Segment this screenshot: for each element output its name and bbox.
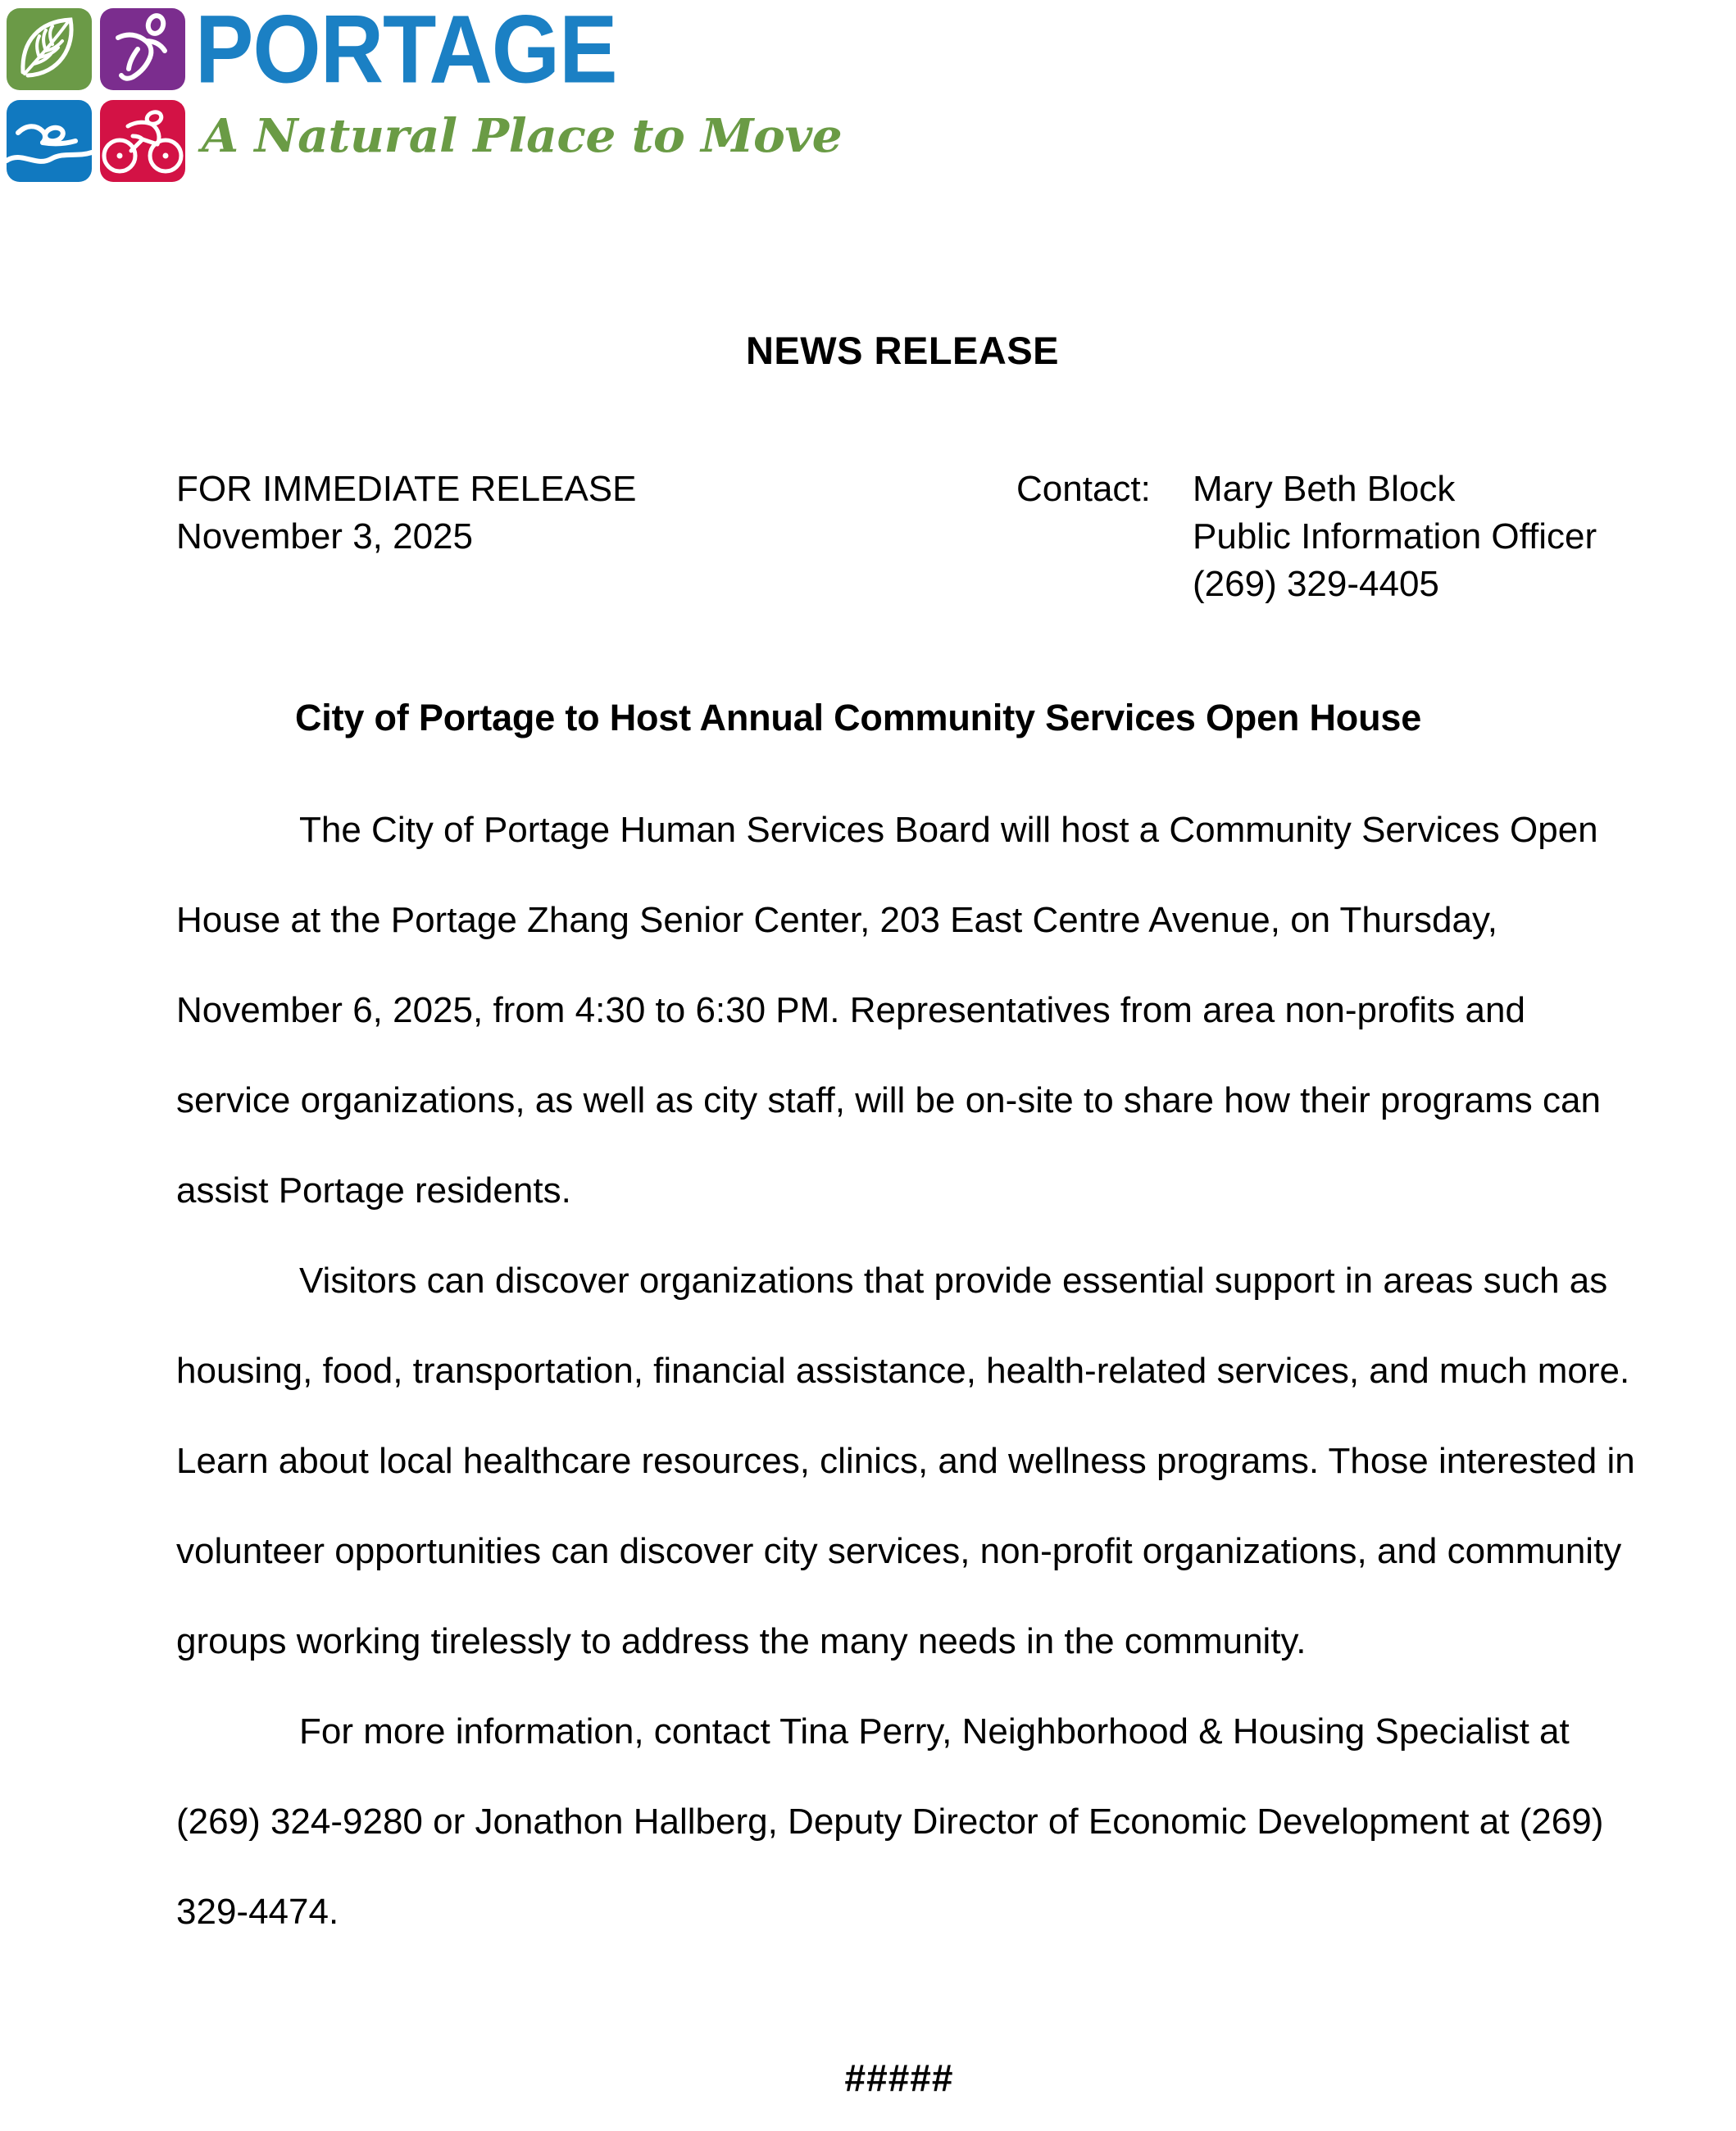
body-paragraph-3: For more information, contact Tina Perry, Neighborhood & Housing Specialist at (269) 324-9280 or Jonathon Hallberg, Deputy Director of Economic Development at (269) 329-4474.: [176, 1711, 1604, 1932]
cyclist-icon: [100, 100, 185, 182]
end-mark-text: #####: [844, 2056, 954, 2099]
end-mark: [0, 2056, 1736, 2100]
runner-icon: [100, 8, 185, 90]
swimmer-icon: [7, 100, 92, 182]
contact-label: Contact:: [1016, 469, 1151, 509]
body-paragraph-1: The City of Portage Human Services Board will host a Community Services Open House at the Portage Zhang Senior Center, 203 East Centre Avenue, on Thursday, November 6, 2025, from 4:30 to 6:30 PM. Representatives from area non-profits and service organizations, as well as city staff, will be on-site to share how their programs can assist Portage residents.: [176, 810, 1601, 1211]
release-status-block: [176, 466, 637, 561]
release-body: [176, 785, 1643, 1957]
contact-phone: (269) 329-4405: [1193, 564, 1439, 604]
release-date: November 3, 2025: [176, 516, 473, 557]
contact-block: [1016, 466, 1597, 608]
portage-city-logo: [7, 0, 843, 184]
page-title: [0, 328, 1736, 373]
logo-icon-tiles: [7, 8, 189, 184]
logo-tagline: A Natural Place to Move: [202, 109, 843, 163]
contact-role: Public Information Officer: [1193, 516, 1597, 557]
body-paragraph-2: Visitors can discover organizations that provide essential support in areas such as housing, food, transportation, financial assistance, health-related services, and much more. Learn about local healthcare resources, clinics, and wellness programs. Those interested in volunteer opportunities can discover city services, non-profit organizations, and community groups working tirelessly to address the many needs in the community.: [176, 1261, 1635, 1661]
contact-role-row: [1016, 513, 1597, 561]
logo-wordmark: PORTAGE: [195, 0, 617, 104]
release-headline: City of Portage to Host Annual Community Services Open House: [295, 697, 1422, 738]
page-title-text: NEWS RELEASE: [745, 329, 1060, 372]
leaf-icon: [7, 8, 92, 90]
contact-phone-row: [1016, 561, 1597, 608]
immediate-release-label: FOR IMMEDIATE RELEASE: [176, 469, 637, 509]
contact-name: Mary Beth Block: [1193, 469, 1456, 509]
contact-name-row: [1016, 466, 1597, 513]
